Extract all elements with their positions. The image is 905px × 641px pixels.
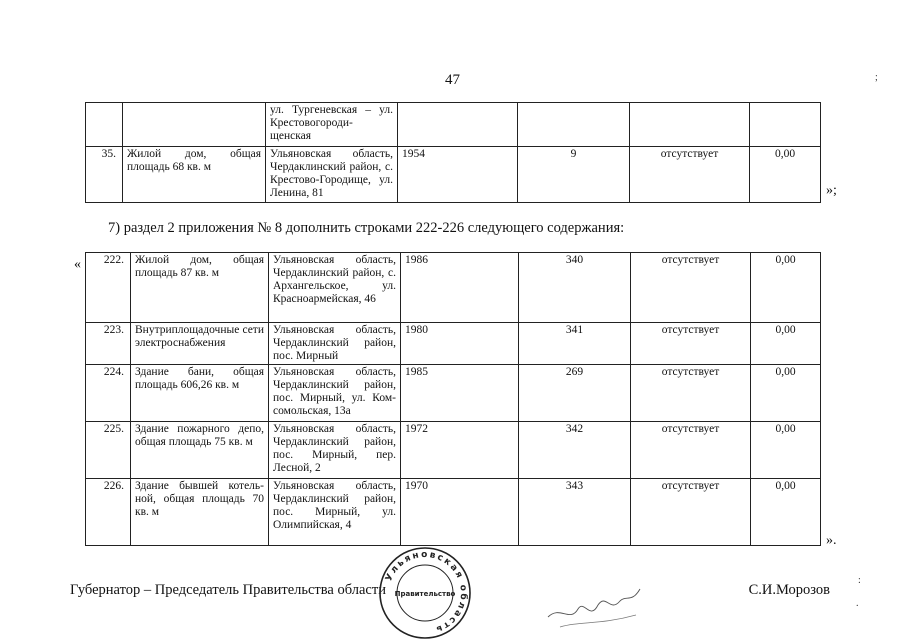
cell-address: ул. Тургеневская – ул. Крестовогороди-щенская <box>266 103 398 147</box>
cell-name: Здание пожарного депо, общая площадь 75 кв. м <box>131 422 269 479</box>
page-number: 47 <box>445 72 460 88</box>
cell-year: 1954 <box>398 147 518 203</box>
handwritten-signature <box>540 565 650 635</box>
table-row <box>86 365 821 422</box>
signatory-title: Губернатор – Председатель Правительства области <box>70 582 386 598</box>
cell-name: Жилой дом, общая площадь 68 кв. м <box>123 147 266 203</box>
table-body <box>86 253 821 546</box>
amendment-paragraph: 7) раздел 2 приложения № 8 дополнить строками 222-226 следующего содержания: <box>108 220 625 236</box>
table-row <box>86 147 821 203</box>
seal-center-text: Правительство <box>394 590 456 598</box>
cell-reg: 343 <box>519 479 631 546</box>
scan-artifact: ; <box>875 72 878 83</box>
cell-num: 223. <box>86 323 131 365</box>
cell-name <box>123 103 266 147</box>
cell-encumbrance: отсутствует <box>631 253 751 323</box>
cell-reg: 269 <box>519 365 631 422</box>
cell-encumbrance: отсутствует <box>631 365 751 422</box>
cell-num: 35. <box>86 147 123 203</box>
scan-artifact: : <box>858 575 861 586</box>
cell-year: 1986 <box>401 253 519 323</box>
cell-reg: 342 <box>519 422 631 479</box>
cell-encumbrance <box>630 103 750 147</box>
cell-encumbrance: отсутствует <box>631 422 751 479</box>
cell-address: Ульяновская область, Чердаклинский район, пос. Мирный <box>269 323 401 365</box>
scan-artifact: . <box>856 598 859 609</box>
cell-reg: 9 <box>518 147 630 203</box>
table-body <box>86 103 821 203</box>
cell-value: 0,00 <box>751 479 821 546</box>
opening-quote: « <box>74 257 81 272</box>
cell-address: Ульяновская область, Чердаклинский район, пос. Мирный, ул. Олимпийская, 4 <box>269 479 401 546</box>
cell-name: Жилой дом, общая площадь 87 кв. м <box>131 253 269 323</box>
cell-encumbrance: отсутствует <box>631 323 751 365</box>
property-table-additions <box>85 252 821 546</box>
cell-value: 0,00 <box>751 253 821 323</box>
cell-year: 1985 <box>401 365 519 422</box>
cell-num: 225. <box>86 422 131 479</box>
cell-year: 1970 <box>401 479 519 546</box>
cell-encumbrance: отсутствует <box>631 479 751 546</box>
cell-num: 224. <box>86 365 131 422</box>
cell-num: 222. <box>86 253 131 323</box>
table-row <box>86 479 821 546</box>
table-row <box>86 422 821 479</box>
cell-year: 1980 <box>401 323 519 365</box>
cell-num: 226. <box>86 479 131 546</box>
cell-encumbrance: отсутствует <box>630 147 750 203</box>
cell-address: Ульяновская область, Чердаклинский район, с. Крестово-Городище, ул. Ленина, 81 <box>266 147 398 203</box>
cell-name: Здание бани, общая площадь 606,26 кв. м <box>131 365 269 422</box>
cell-year <box>398 103 518 147</box>
cell-name: Внутриплощадочные сети электроснабжения <box>131 323 269 365</box>
table-row <box>86 323 821 365</box>
seal-ring-text: Ульяновская область <box>384 549 469 635</box>
cell-year: 1972 <box>401 422 519 479</box>
cell-value: 0,00 <box>750 147 821 203</box>
cell-reg: 340 <box>519 253 631 323</box>
cell-address: Ульяновская область, Чердаклинский район, пос. Мирный, пер. Лесной, 2 <box>269 422 401 479</box>
closing-quote: ». <box>826 533 837 548</box>
table-row <box>86 103 821 147</box>
official-seal-stamp <box>377 545 473 641</box>
cell-value <box>750 103 821 147</box>
cell-address: Ульяновская область, Чердаклинский район, пос. Мирный, ул. Ком-сомольская, 13а <box>269 365 401 422</box>
cell-reg <box>518 103 630 147</box>
cell-value: 0,00 <box>751 365 821 422</box>
signatory-name: С.И.Морозов <box>748 582 830 598</box>
property-table-continuation <box>85 102 821 203</box>
cell-reg: 341 <box>519 323 631 365</box>
cell-value: 0,00 <box>751 422 821 479</box>
cell-address: Ульяновская область, Чердаклинский район, с. Архангельское, ул. Красноармейская, 46 <box>269 253 401 323</box>
cell-value: 0,00 <box>751 323 821 365</box>
closing-quote: »; <box>826 183 837 198</box>
cell-num <box>86 103 123 147</box>
cell-name: Здание бывшей котель-ной, общая площадь 70 кв. м <box>131 479 269 546</box>
table-row <box>86 253 821 323</box>
